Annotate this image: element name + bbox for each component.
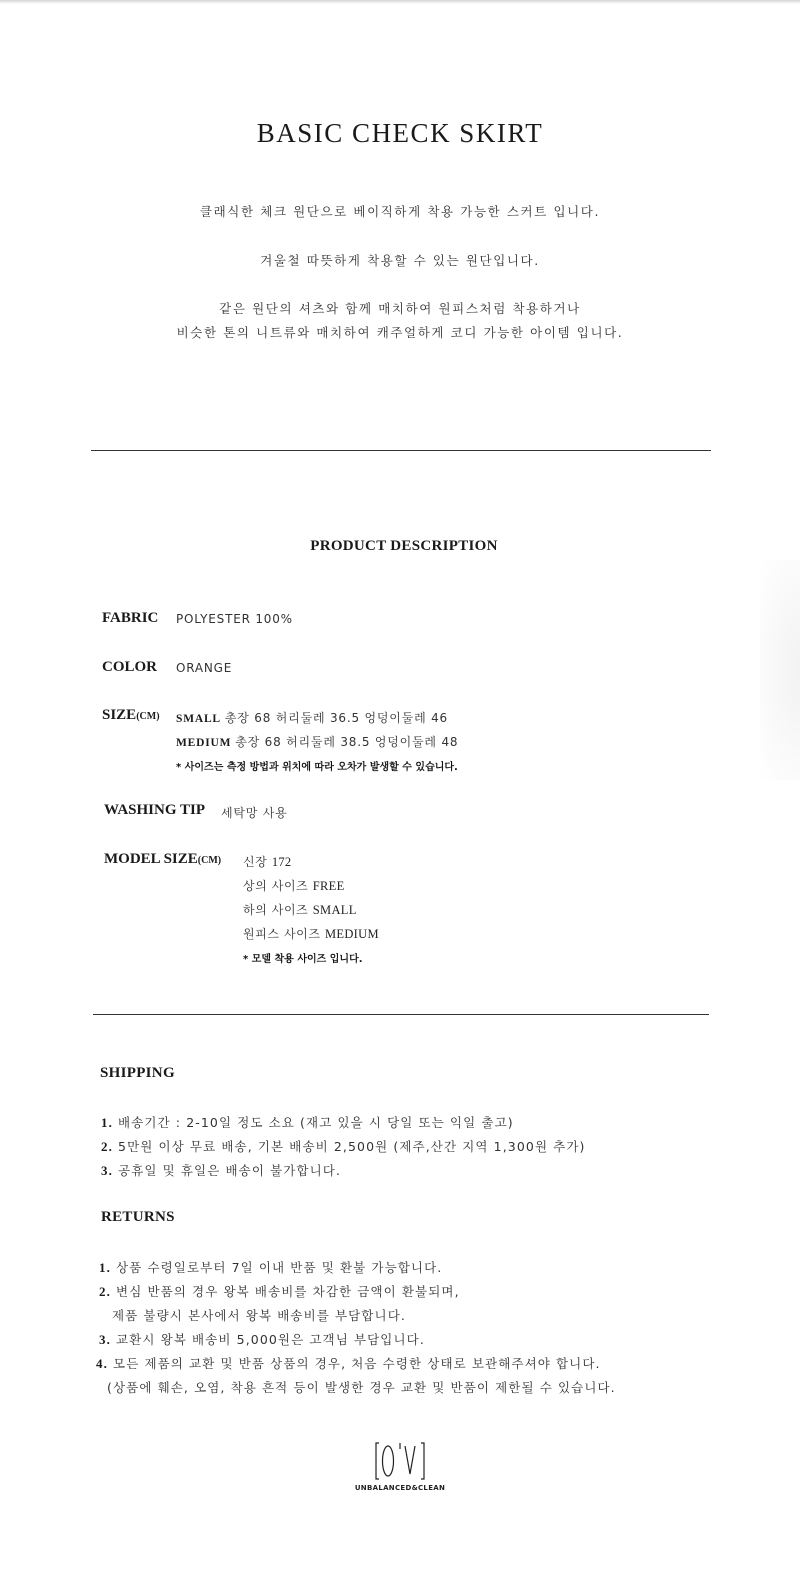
size-label — [102, 707, 160, 724]
returns-item-4-cont-text: (상품에 훼손, 오염, 착용 흔적 등이 발생한 경우 교환 및 반품이 제한될 수 있습니다. — [107, 1380, 616, 1395]
returns-item-2-num: 2. — [99, 1284, 111, 1299]
fabric-label: FABRIC — [102, 610, 159, 626]
washing-label: WASHING TIP — [104, 802, 206, 818]
product-title: BASIC CHECK SKIRT — [256, 118, 544, 148]
intro-line-4: 비슷한 톤의 니트류와 매치하여 캐주얼하게 코디 가능한 아이템 입니다. — [176, 325, 624, 340]
returns-item-1-num: 1. — [99, 1260, 111, 1275]
size-name-medium: MEDIUM — [176, 737, 232, 749]
size-value-small: 총장 68 허리둘레 36.5 엉덩이둘레 46 — [224, 711, 448, 725]
fabric-value: POLYESTER 100% — [176, 612, 293, 626]
divider-1 — [91, 450, 711, 451]
returns-item-4 — [96, 1354, 601, 1372]
returns-item-1-text: 상품 수령일로부터 7일 이내 반품 및 환불 가능합니다. — [116, 1260, 443, 1275]
edge-shade — [760, 560, 800, 780]
model-note: * 모델 착용 사이즈 입니다. — [243, 954, 363, 965]
size-row-small — [176, 709, 448, 726]
size-name-small: SMALL — [176, 713, 221, 725]
shipping-item-3-text: 공휴일 및 휴일은 배송이 불가합니다. — [118, 1163, 342, 1178]
model-row-dress-label: 원피스 사이즈 — [243, 927, 321, 941]
returns-item-2-cont-text: 제품 불량시 본사에서 왕복 배송비를 부담합니다. — [112, 1308, 406, 1323]
returns-item-4-num: 4. — [96, 1356, 108, 1371]
shipping-heading: SHIPPING — [100, 1065, 175, 1081]
model-row-bottom — [243, 901, 357, 918]
brand-logo-icon — [373, 1440, 427, 1482]
model-row-top-label: 상의 사이즈 — [243, 879, 309, 893]
returns-item-1 — [99, 1258, 442, 1276]
intro-line-1: 클래식한 체크 원단으로 베이직하게 착용 가능한 스커트 입니다. — [199, 204, 601, 219]
brand-logo-text: UNBALANCED&CLEAN — [354, 1484, 446, 1492]
shipping-item-3 — [101, 1161, 341, 1179]
model-row-height-label: 신장 — [243, 855, 268, 869]
size-label-text: SIZE — [102, 707, 137, 723]
returns-item-3-text: 교환시 왕복 배송비 5,000원은 고객님 부담입니다. — [116, 1332, 425, 1347]
model-row-top-value: FREE — [312, 879, 345, 893]
color-label: COLOR — [102, 659, 158, 675]
model-row-dress-value: MEDIUM — [325, 927, 379, 941]
returns-heading: RETURNS — [101, 1209, 175, 1225]
model-row-bottom-label: 하의 사이즈 — [243, 903, 309, 917]
returns-item-4-text: 모든 제품의 교환 및 반품 상품의 경우, 처음 수령한 상태로 보관해주셔야 합니다. — [113, 1356, 601, 1371]
shipping-item-2-num: 2. — [101, 1139, 113, 1154]
top-edge-shadow — [0, 0, 800, 4]
model-row-bottom-value: SMALL — [312, 903, 357, 917]
size-row-medium — [176, 733, 458, 750]
intro-line-3: 같은 원단의 셔츠와 함께 매치하여 원피스처럼 착용하거나 — [219, 301, 581, 316]
intro-line-2: 겨울철 따뜻하게 착용할 수 있는 원단입니다. — [260, 253, 540, 268]
size-unit: (CM) — [136, 711, 160, 722]
returns-item-3 — [99, 1330, 425, 1348]
returns-item-2 — [99, 1282, 460, 1300]
model-row-top — [243, 877, 345, 894]
returns-item-2-text: 변심 반품의 경우 왕복 배송비를 차감한 금액이 환불되며, — [116, 1284, 460, 1299]
shipping-item-1-text: 배송기간 : 2-10일 정도 소요 (재고 있을 시 당일 또는 익일 출고) — [118, 1115, 514, 1130]
size-value-medium: 총장 68 허리둘레 38.5 엉덩이둘레 48 — [235, 735, 459, 749]
returns-item-2-cont — [112, 1306, 406, 1324]
color-value: ORANGE — [176, 661, 233, 675]
shipping-item-1-num: 1. — [101, 1115, 113, 1130]
shipping-item-2 — [101, 1137, 586, 1155]
shipping-item-1 — [101, 1113, 514, 1131]
model-row-height — [243, 853, 291, 870]
shipping-item-3-num: 3. — [101, 1163, 113, 1178]
washing-value: 세탁망 사용 — [221, 806, 288, 820]
returns-item-4-cont — [107, 1378, 616, 1396]
model-size-label-text: MODEL SIZE — [104, 851, 198, 867]
description-heading: PRODUCT DESCRIPTION — [310, 538, 498, 554]
model-size-unit: (CM) — [197, 855, 222, 866]
model-size-label — [104, 851, 221, 868]
returns-item-3-num: 3. — [99, 1332, 111, 1347]
divider-2 — [93, 1014, 709, 1015]
model-row-height-value: 172 — [271, 855, 292, 869]
shipping-item-2-text: 5만원 이상 무료 배송, 기본 배송비 2,500원 (제주,산간 지역 1,300원 추가) — [118, 1139, 586, 1154]
size-note: * 사이즈는 측정 방법과 위치에 따라 오차가 발생할 수 있습니다. — [176, 762, 458, 773]
model-row-dress — [243, 925, 379, 942]
